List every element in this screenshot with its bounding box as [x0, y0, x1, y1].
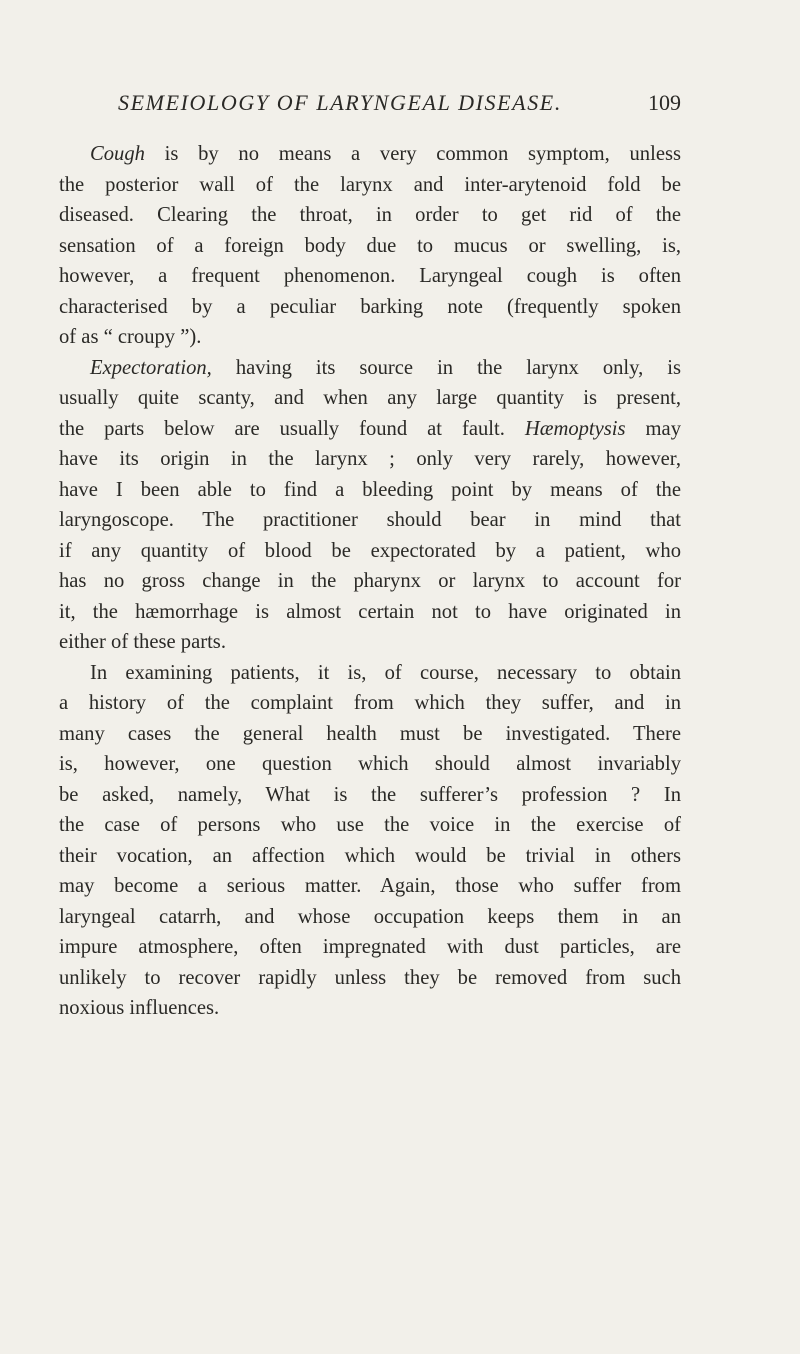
text-line: may become a serious matter. Again, those who suffer from — [59, 875, 681, 897]
paragraph-expectoration — [59, 353, 681, 658]
text-line: the parts below are usually found at fault. Hæmoptysis may — [59, 417, 681, 440]
running-header — [118, 90, 681, 124]
text-line: their vocation, an affection which would be trivial in others — [59, 844, 681, 867]
text-line: characterised by a peculiar barking note (frequently spoken — [59, 295, 681, 318]
text-line: Expectoration, having its source in the larynx only, is — [90, 356, 681, 379]
text-line: be asked, namely, What is the sufferer’s profession ? In — [59, 783, 681, 806]
text-line: have its origin in the larynx ; only very rarely, however, — [59, 448, 681, 470]
text-line: many cases the general health must be investigated. There — [59, 722, 681, 745]
text-line: if any quantity of blood be expectorated by a patient, who — [59, 539, 681, 562]
text-line: impure atmosphere, often impregnated with dust particles, are — [59, 936, 681, 958]
body-text — [59, 139, 681, 1024]
text-line: however, a frequent phenomenon. Laryngeal cough is often — [59, 265, 681, 287]
text-line: of as “ croupy ”). — [59, 326, 202, 348]
term-haemoptysis: Hæmoptysis — [524, 417, 626, 440]
text-line: the posterior wall of the larynx and inter-arytenoid fold be — [59, 173, 681, 196]
text-line: have I been able to find a bleeding point by means of the — [59, 478, 681, 501]
text-line: usually quite scanty, and when any large quantity is present, — [59, 387, 681, 409]
text-line: is, however, one question which should almost invariably — [59, 753, 681, 775]
text-line: the case of persons who use the voice in the exercise of — [59, 814, 681, 836]
text-line: laryngoscope. The practitioner should bear in mind that — [59, 509, 681, 531]
text-line: laryngeal catarrh, and whose occupation keeps them in an — [59, 905, 681, 928]
text-line: either of these parts. — [59, 631, 226, 653]
term-cough: Cough — [90, 143, 145, 165]
text-line: unlikely to recover rapidly unless they be removed from such — [59, 966, 681, 989]
text-line: noxious influences. — [59, 997, 220, 1019]
text-line: has no gross change in the pharynx or larynx to account for — [59, 570, 681, 592]
page-number: 109 — [648, 90, 681, 115]
running-title: SEMEIOLOGY OF LARYNGEAL DISEASE. — [118, 90, 562, 115]
text-line: In examining patients, it is, of course, necessary to obtain — [90, 661, 681, 684]
term-expectoration: Expectoration, — [90, 356, 212, 379]
text-line: a history of the complaint from which they suffer, and in — [59, 692, 681, 714]
text-line: Cough is by no means a very common symptom, unless — [90, 143, 681, 165]
text-line: sensation of a foreign body due to mucus or swelling, is, — [59, 234, 681, 257]
paragraph-cough — [59, 139, 681, 353]
paragraph-examination — [59, 658, 681, 1024]
text-line: it, the hæmorrhage is almost certain not to have originated in — [59, 600, 681, 623]
text-line: diseased. Clearing the throat, in order to get rid of the — [59, 204, 681, 226]
